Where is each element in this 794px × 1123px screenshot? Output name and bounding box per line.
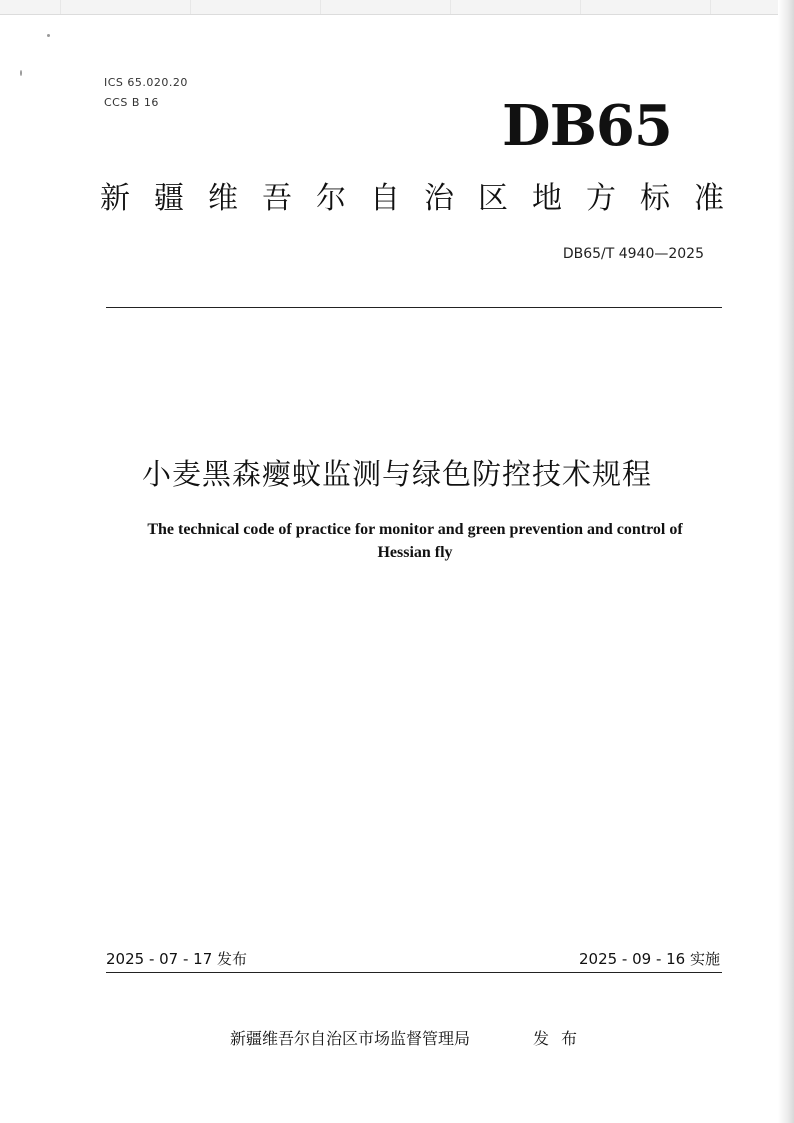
scan-right-edge	[778, 0, 794, 1123]
scan-speck	[20, 70, 22, 76]
standard-category-char: 尔	[316, 181, 346, 216]
standard-category-char: 治	[424, 181, 454, 216]
scan-top-edge	[0, 0, 794, 15]
standard-category-char: 标	[640, 181, 670, 216]
standard-category-char: 地	[532, 181, 562, 216]
standard-category-char: 吾	[262, 181, 292, 216]
standard-category-char: 新	[100, 181, 130, 216]
standard-category-char: 自	[370, 181, 400, 216]
english-title-line-1: The technical code of practice for monitor and green prevention and control of	[147, 521, 683, 538]
footer-divider	[106, 972, 722, 973]
issue-label: 发布	[533, 1029, 590, 1048]
db65-logo: DB65	[502, 93, 672, 159]
standard-category-char: 维	[208, 181, 238, 216]
standard-category-char: 区	[478, 181, 508, 216]
header-divider	[106, 307, 722, 308]
standard-category-title	[100, 181, 724, 216]
issue-date: 2025 - 07 - 17 发布	[106, 950, 248, 968]
ccs-code: CCS B 16	[104, 96, 159, 109]
standard-category-char: 疆	[154, 181, 184, 216]
implementation-date: 2025 - 09 - 16 实施	[578, 950, 720, 968]
english-title-line-2: Hessian fly	[377, 544, 453, 561]
scan-speck	[47, 34, 50, 37]
issuing-authority: 新疆维吾尔自治区市场监督管理局	[230, 1029, 471, 1048]
standard-category-char: 准	[694, 181, 724, 216]
english-title	[100, 518, 730, 564]
chinese-title: 小麦黑森瘿蚊监测与绿色防控技术规程	[141, 457, 652, 491]
ics-code: ICS 65.020.20	[104, 76, 188, 89]
standard-number: DB65/T 4940—2025	[562, 246, 704, 262]
standard-category-char: 方	[586, 181, 616, 216]
